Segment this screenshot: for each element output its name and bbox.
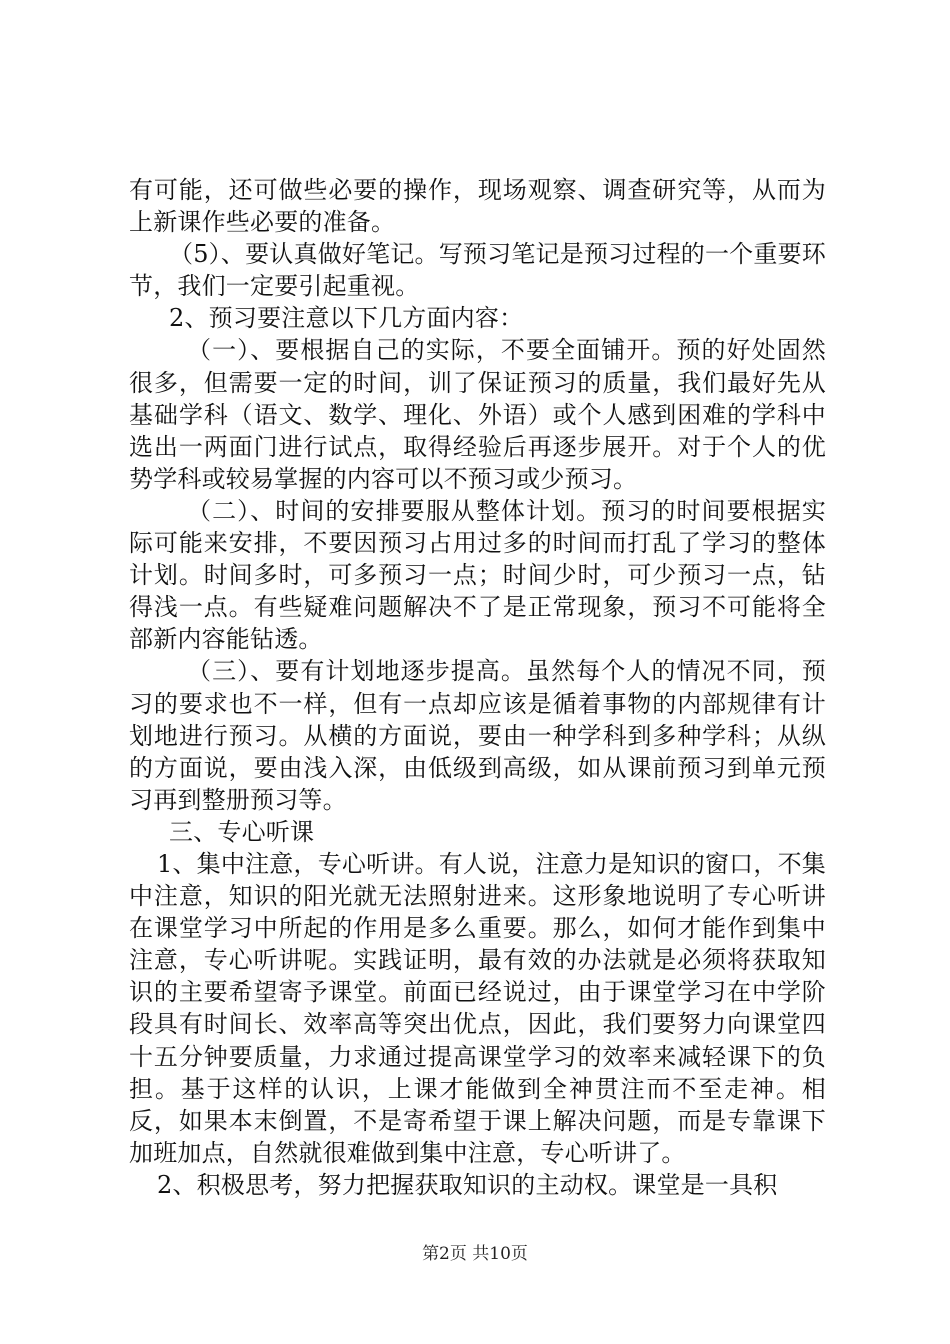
paragraph-point-three: （三）、要有计划地逐步提高。虽然每个人的情况不同，预习的要求也不一样，但有一点却应该是循着事物的内部规律有计划地进行预习。从横的方面说，要由一种学科到多种学科；从纵的方面说，要由浅入深，由低级到高级，如从课前预习到单元预习再到整册预习等。 bbox=[129, 657, 826, 814]
page-footer: 第2页 共10页 bbox=[422, 1244, 528, 1264]
paragraph-point-one: （一）、要根据自己的实际，不要全面铺开。预的好处固然很多，但需要一定的时间，训了保证预习的质量，我们最好先从基础学科（语文、数学、理化、外语）或个人感到困难的学科中选出一两面门进行试点，取得经验后再逐步展开。对于个人的优势学科或较易掌握的内容可以不预习或少预习。 bbox=[129, 336, 826, 493]
section-heading-listening: 三、专心听课 bbox=[169, 817, 315, 846]
body-text bbox=[129, 174, 826, 1201]
paragraph-continuation: 有可能，还可做些必要的操作，现场观察、调查研究等，从而为上新课作些必要的准备。 bbox=[129, 176, 826, 237]
paragraph-point-two: （二）、时间的安排要服从整体计划。预习的时间要根据实际可能来安排，不要因预习占用过多的时间而打乱了学习的整体计划。时间多时，可多预习一点；时间少时，可少预习一点，钻得浅一点。有些疑难问题解决不了是正常现象，预习不可能将全部新内容能钻透。 bbox=[129, 496, 826, 654]
paragraph-notes: （5）、要认真做好笔记。写预习笔记是预习过程的一个重要环节，我们一定要引起重视。 bbox=[129, 240, 826, 301]
paragraph-focus: 1、集中注意，专心听讲。有人说，注意力是知识的窗口，不集中注意，知识的阳光就无法照射进来。这形象地说明了专心听讲在课堂学习中所起的作用是多么重要。那么，如何才能作到集中注意，专心听讲呢。实践证明，最有效的办法就是必须将获取知识的主要希望寄予课堂。前面已经说过，由于课堂学习在中学阶段具有时间长、效率高等突出优点，因此，我们要努力向课堂四十五分钟要质量，力求通过提高课堂学习的效率来减轻课下的负担。基于这样的认识，上课才能做到全神贯注而不至走神。相反，如果本末倒置，不是寄希望于课上解决问题，而是专靠课下加班加点，自然就很难做到集中注意，专心听讲了。 bbox=[129, 849, 826, 1167]
paragraph-active-thinking: 2、积极思考，努力把握获取知识的主动权。课堂是一具积 bbox=[157, 1170, 778, 1199]
paragraph-heading-preview-points: 2、预习要注意以下几方面内容： bbox=[169, 304, 524, 333]
